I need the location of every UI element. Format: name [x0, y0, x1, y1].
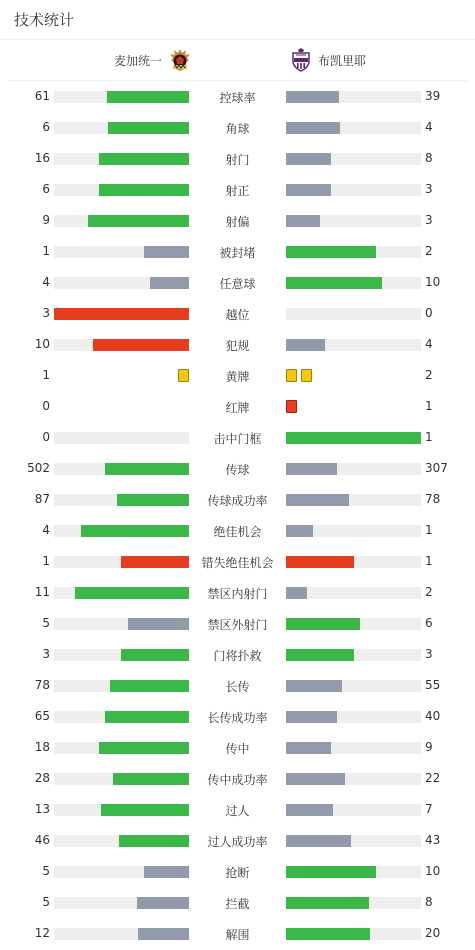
- home-value: 16: [34, 151, 50, 165]
- stat-row: [0, 422, 475, 453]
- home-bar-track: [54, 804, 189, 816]
- away-bar-track: [286, 680, 421, 692]
- home-bar-fill: [107, 91, 189, 103]
- away-bar-fill: [286, 680, 342, 692]
- home-value: 3: [42, 306, 50, 320]
- home-value: 87: [34, 492, 50, 506]
- away-bar-track: [286, 928, 421, 940]
- home-bar-track: [54, 91, 189, 103]
- stat-label: 犯规: [225, 339, 250, 353]
- stat-row: [0, 763, 475, 794]
- stat-row: [0, 205, 475, 236]
- away-value: 20: [425, 926, 441, 940]
- away-bar-track: [286, 339, 421, 351]
- home-bar-fill: [75, 587, 189, 599]
- home-bar-track: [54, 680, 189, 692]
- stat-row: [0, 732, 475, 763]
- away-bar-fill: [286, 184, 331, 196]
- stat-label: 任意球: [219, 277, 256, 291]
- stat-row: [0, 360, 475, 391]
- away-bar-track: [286, 277, 421, 289]
- stat-label: 绝佳机会: [213, 525, 262, 539]
- home-value: 6: [42, 182, 50, 196]
- away-bar-track: [286, 215, 421, 227]
- home-bar-track: [54, 773, 189, 785]
- home-bar-fill: [93, 339, 189, 351]
- away-value: 6: [425, 616, 433, 630]
- home-bar-track: [54, 432, 189, 444]
- home-bar-fill: [128, 618, 189, 630]
- away-bar-track: [286, 866, 421, 878]
- away-bar-fill: [286, 463, 337, 475]
- stat-label: 角球: [225, 122, 250, 136]
- stats-list: [0, 81, 475, 949]
- away-value: 22: [425, 771, 441, 785]
- home-value: 1: [42, 368, 50, 382]
- home-value: 0: [42, 430, 50, 444]
- home-bar-fill: [113, 773, 189, 785]
- away-bar-track: [286, 587, 421, 599]
- away-team[interactable]: [288, 47, 366, 73]
- away-value: 10: [425, 864, 441, 878]
- stat-label: 黄牌: [225, 370, 250, 384]
- stat-row: [0, 546, 475, 577]
- home-bar-fill: [144, 246, 189, 258]
- stat-label: 传中: [225, 742, 250, 756]
- stat-label: 击中门框: [213, 432, 262, 446]
- away-bar-fill: [286, 153, 331, 165]
- home-bar-fill: [88, 215, 189, 227]
- stat-label: 传中成功率: [207, 773, 268, 787]
- home-bar-fill: [99, 153, 189, 165]
- away-bar-fill: [286, 277, 382, 289]
- home-bar-fill: [99, 742, 189, 754]
- away-bar-fill: [286, 525, 313, 537]
- home-bar-fill: [119, 835, 189, 847]
- stat-label: 错失绝佳机会: [201, 556, 274, 570]
- away-bar-track: [286, 246, 421, 258]
- home-value: 13: [34, 802, 50, 816]
- away-bar-fill: [286, 835, 351, 847]
- home-value: 5: [42, 864, 50, 878]
- stat-label: 解围: [225, 928, 250, 942]
- home-bar-fill: [138, 928, 189, 940]
- away-value: 8: [425, 895, 433, 909]
- away-team-crest-icon: [288, 47, 314, 73]
- stat-row: [0, 174, 475, 205]
- away-bar-fill: [286, 215, 320, 227]
- home-bar-track: [54, 215, 189, 227]
- away-bar-track: [286, 494, 421, 506]
- away-bar-fill: [286, 494, 349, 506]
- stat-row: [0, 143, 475, 174]
- home-bar-track: [54, 556, 189, 568]
- stat-row: [0, 577, 475, 608]
- home-bar-fill: [144, 866, 189, 878]
- stat-label: 门将扑救: [213, 649, 262, 663]
- home-bar-track: [54, 587, 189, 599]
- away-bar-fill: [286, 618, 360, 630]
- away-value: 55: [425, 678, 441, 692]
- home-value: 65: [34, 709, 50, 723]
- away-value: 3: [425, 647, 433, 661]
- away-bar-track: [286, 618, 421, 630]
- stat-label: 禁区外射门: [207, 618, 268, 632]
- stat-label: 射正: [225, 184, 250, 198]
- home-bar-track: [54, 835, 189, 847]
- stat-label: 长传成功率: [207, 711, 268, 725]
- stat-row: [0, 608, 475, 639]
- away-bar-track: [286, 308, 421, 320]
- home-bar-track: [54, 246, 189, 258]
- away-bar-track: [286, 773, 421, 785]
- home-value: 18: [34, 740, 50, 754]
- home-bar-track: [54, 277, 189, 289]
- home-bar-fill: [105, 711, 189, 723]
- away-bar-fill: [286, 432, 421, 444]
- stat-row: [0, 236, 475, 267]
- home-bar-fill: [137, 897, 189, 909]
- stat-label: 抢断: [225, 866, 250, 880]
- home-team-name: 麦加统一: [113, 53, 162, 68]
- stat-label: 控球率: [219, 91, 256, 105]
- away-bar-fill: [286, 587, 307, 599]
- away-bar-fill: [286, 246, 376, 258]
- away-bar-track: [286, 804, 421, 816]
- section-header: [0, 0, 475, 40]
- home-value: 1: [42, 554, 50, 568]
- stat-label: 长传: [225, 680, 250, 694]
- home-bar-fill: [81, 525, 189, 537]
- stat-row: [0, 391, 475, 422]
- home-value: 4: [42, 275, 50, 289]
- stat-label: 射门: [225, 153, 250, 167]
- stat-label: 红牌: [225, 401, 250, 415]
- stat-label: 被封堵: [219, 246, 256, 260]
- stat-label: 传球: [225, 463, 250, 477]
- home-bar-track: [54, 184, 189, 196]
- stat-label: 传球成功率: [207, 494, 268, 508]
- home-value: 46: [34, 833, 50, 847]
- away-value: 1: [425, 430, 433, 444]
- stat-label: 过人成功率: [207, 835, 268, 849]
- away-team-name: 布凯里耶: [318, 53, 367, 68]
- stat-row: [0, 670, 475, 701]
- away-bar-track: [286, 463, 421, 475]
- away-bar-fill: [286, 928, 370, 940]
- away-bar-fill: [286, 711, 337, 723]
- stat-label: 射偏: [225, 215, 250, 229]
- home-bar-track: [54, 711, 189, 723]
- away-bar-fill: [286, 866, 376, 878]
- home-team[interactable]: [114, 47, 193, 73]
- home-bar-track: [54, 525, 189, 537]
- away-bar-track: [286, 153, 421, 165]
- stat-row: [0, 81, 475, 112]
- away-value: 43: [425, 833, 441, 847]
- away-bar-track: [286, 897, 421, 909]
- away-bar-track: [286, 711, 421, 723]
- home-bar-track: [54, 122, 189, 134]
- stat-row: [0, 515, 475, 546]
- home-bar-fill: [54, 308, 189, 320]
- home-bar-fill: [110, 680, 189, 692]
- away-bar-track: [286, 122, 421, 134]
- away-value: 9: [425, 740, 433, 754]
- away-value: 2: [425, 368, 433, 382]
- away-bar-track: [286, 742, 421, 754]
- home-value: 4: [42, 523, 50, 537]
- home-value: 5: [42, 616, 50, 630]
- away-value: 1: [425, 554, 433, 568]
- away-value: 40: [425, 709, 441, 723]
- home-bar-fill: [117, 494, 189, 506]
- stat-label: 禁区内射门: [207, 587, 268, 601]
- away-value: 10: [425, 275, 441, 289]
- stat-row: [0, 825, 475, 856]
- home-bar-fill: [121, 556, 189, 568]
- stat-label: 拦截: [225, 897, 250, 911]
- stat-row: [0, 639, 475, 670]
- away-bar-fill: [286, 339, 325, 351]
- away-bar-fill: [286, 773, 345, 785]
- home-bar-track: [54, 897, 189, 909]
- stat-label: 过人: [225, 804, 250, 818]
- home-value: 1: [42, 244, 50, 258]
- home-value: 10: [34, 337, 50, 351]
- away-value: 0: [425, 306, 433, 320]
- stat-row: [0, 298, 475, 329]
- home-value: 9: [42, 213, 50, 227]
- home-bar-track: [54, 649, 189, 661]
- stat-row: [0, 856, 475, 887]
- stat-row: [0, 701, 475, 732]
- stat-label: 越位: [225, 308, 250, 322]
- stat-row: [0, 329, 475, 360]
- home-bar-track: [54, 618, 189, 630]
- away-value: 3: [425, 213, 433, 227]
- away-value: 307: [425, 461, 448, 475]
- away-value: 1: [425, 399, 433, 413]
- home-bar-fill: [105, 463, 189, 475]
- home-bar-track: [54, 463, 189, 475]
- away-value: 8: [425, 151, 433, 165]
- home-value: 6: [42, 120, 50, 134]
- home-bar-fill: [121, 649, 189, 661]
- home-bar-track: [54, 308, 189, 320]
- yellow-card-icon: [286, 369, 297, 382]
- away-value: 78: [425, 492, 441, 506]
- away-value: 7: [425, 802, 433, 816]
- home-bar-track: [54, 928, 189, 940]
- stat-row: [0, 887, 475, 918]
- away-bar-fill: [286, 742, 331, 754]
- home-team-crest-icon: [167, 47, 193, 73]
- away-bar-fill: [286, 122, 340, 134]
- stat-row: [0, 918, 475, 949]
- away-value: 4: [425, 337, 433, 351]
- home-value: 3: [42, 647, 50, 661]
- home-value: 11: [34, 585, 50, 599]
- home-bar-fill: [101, 804, 189, 816]
- yellow-card-icon: [301, 369, 312, 382]
- away-value: 1: [425, 523, 433, 537]
- home-value: 28: [34, 771, 50, 785]
- home-bar-track: [54, 742, 189, 754]
- teams-header: [8, 41, 467, 81]
- home-bar-track: [54, 866, 189, 878]
- home-value: 5: [42, 895, 50, 909]
- home-bar-fill: [108, 122, 189, 134]
- away-value: 2: [425, 244, 433, 258]
- stat-row: [0, 453, 475, 484]
- away-bar-fill: [286, 91, 339, 103]
- away-bar-fill: [286, 804, 333, 816]
- home-bar-track: [54, 339, 189, 351]
- yellow-card-icon: [178, 369, 189, 382]
- away-bar-track: [286, 432, 421, 444]
- home-bar-track: [54, 153, 189, 165]
- away-value: 39: [425, 89, 441, 103]
- away-bar-fill: [286, 897, 369, 909]
- home-bar-fill: [150, 277, 189, 289]
- section-title: 技术统计: [14, 11, 75, 29]
- away-bar-track: [286, 649, 421, 661]
- home-value: 78: [34, 678, 50, 692]
- away-bar-track: [286, 556, 421, 568]
- away-bar-track: [286, 525, 421, 537]
- stat-row: [0, 112, 475, 143]
- away-value: 3: [425, 182, 433, 196]
- home-bar-track: [54, 494, 189, 506]
- away-bar-fill: [286, 649, 354, 661]
- away-bar-track: [286, 91, 421, 103]
- stat-row: [0, 267, 475, 298]
- home-bar-fill: [99, 184, 189, 196]
- away-value: 2: [425, 585, 433, 599]
- stat-row: [0, 484, 475, 515]
- stat-row: [0, 794, 475, 825]
- red-card-icon: [286, 400, 297, 413]
- home-value: 12: [34, 926, 50, 940]
- home-value: 502: [27, 461, 50, 475]
- home-value: 61: [34, 89, 50, 103]
- away-bar-fill: [286, 556, 354, 568]
- away-value: 4: [425, 120, 433, 134]
- away-bar-track: [286, 835, 421, 847]
- home-value: 0: [42, 399, 50, 413]
- away-bar-track: [286, 184, 421, 196]
